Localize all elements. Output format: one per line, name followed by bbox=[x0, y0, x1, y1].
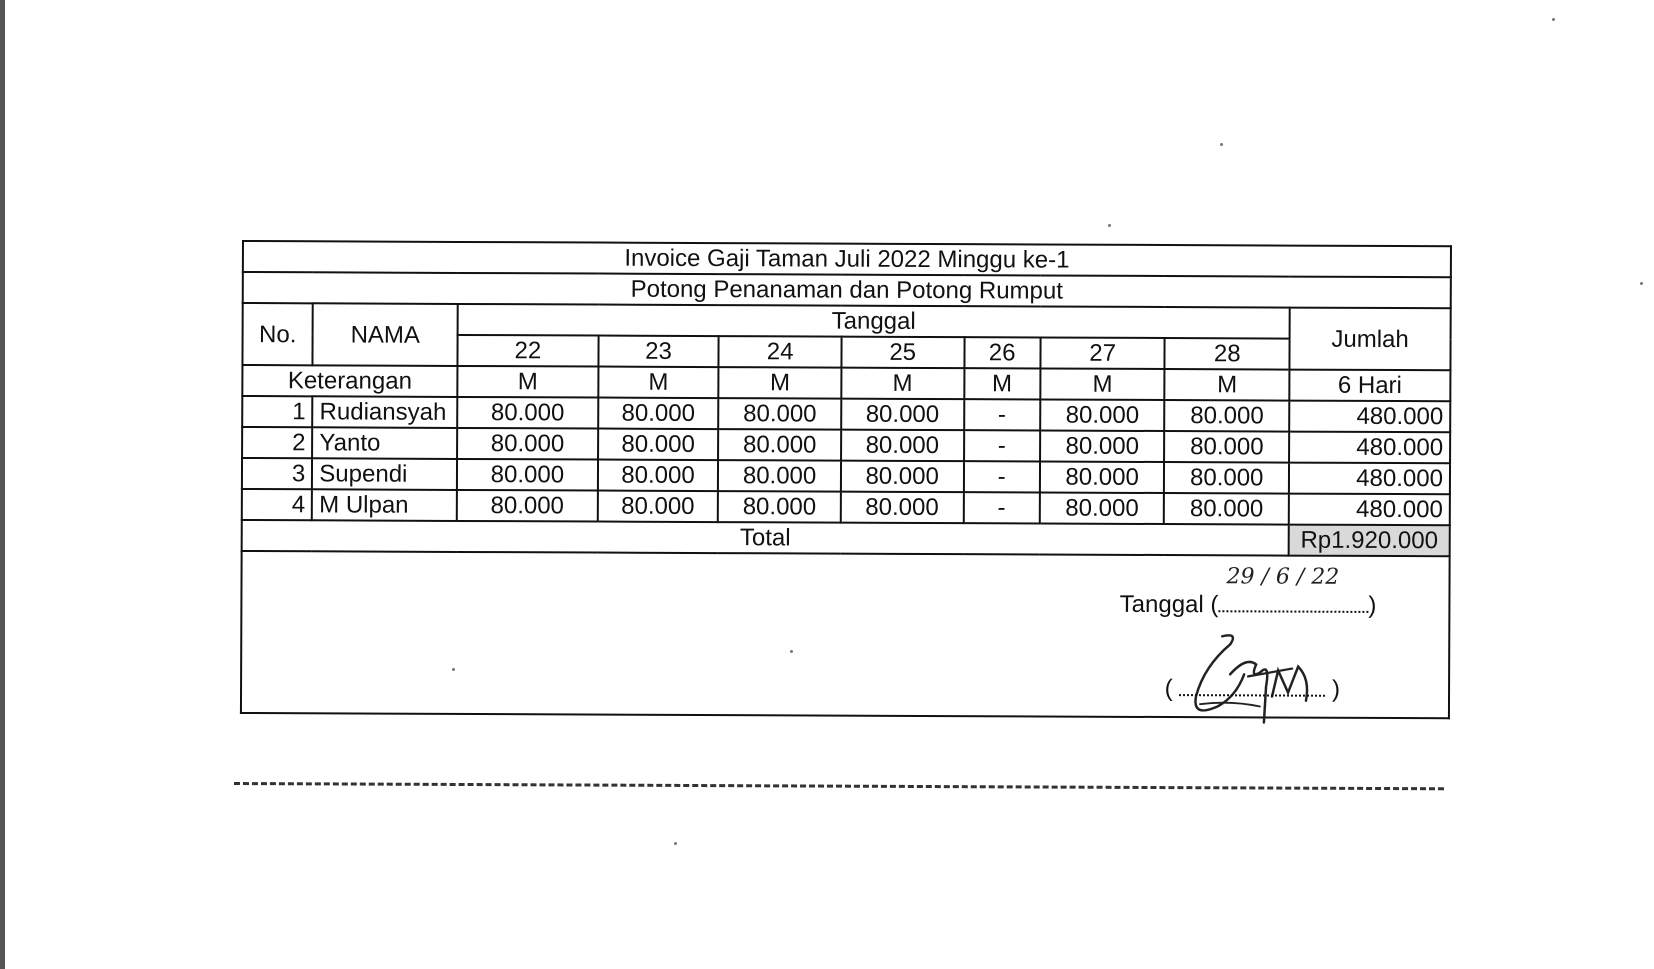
row-total: 480.000 bbox=[1289, 401, 1450, 433]
scan-speck bbox=[1108, 224, 1111, 227]
day-code: M bbox=[598, 367, 719, 399]
daily-wage: - bbox=[964, 399, 1040, 430]
scan-speck bbox=[1220, 143, 1223, 146]
cut-line bbox=[234, 782, 1444, 790]
invoice-document bbox=[240, 240, 1452, 719]
daily-wage: 80.000 bbox=[598, 398, 719, 430]
day-code: M bbox=[1165, 369, 1290, 401]
daily-wage: 80.000 bbox=[841, 492, 964, 524]
daily-wage: 80.000 bbox=[1040, 461, 1165, 493]
invoice-title: Invoice Gaji Taman Juli 2022 Minggu ke-1 bbox=[243, 241, 1451, 277]
daily-wage: 80.000 bbox=[1164, 462, 1289, 494]
worker-name: Supendi bbox=[312, 458, 457, 490]
column-header-tanggal: Tanggal bbox=[458, 304, 1290, 339]
daily-wage: 80.000 bbox=[718, 429, 841, 461]
signature-dots bbox=[1179, 674, 1325, 697]
column-header-jumlah: Jumlah bbox=[1290, 308, 1451, 371]
date-close-paren: ) bbox=[1368, 591, 1377, 619]
date-header: 28 bbox=[1165, 338, 1290, 370]
signature-area bbox=[240, 552, 1451, 719]
row-total: 480.000 bbox=[1289, 463, 1450, 495]
date-header: 24 bbox=[719, 336, 842, 368]
scan-edge bbox=[0, 0, 5, 969]
daily-wage: 80.000 bbox=[457, 428, 598, 460]
date-header: 27 bbox=[1040, 337, 1165, 369]
daily-wage: 80.000 bbox=[1164, 493, 1289, 525]
worker-name: M Ulpan bbox=[312, 489, 457, 521]
daily-wage: 80.000 bbox=[718, 460, 841, 492]
date-header: 22 bbox=[457, 335, 598, 367]
daily-wage: - bbox=[963, 461, 1039, 492]
daily-wage: 80.000 bbox=[841, 430, 964, 462]
daily-wage: 80.000 bbox=[841, 461, 964, 493]
row-total: 480.000 bbox=[1289, 432, 1450, 464]
sign-close-paren: ) bbox=[1331, 675, 1341, 703]
daily-wage: 80.000 bbox=[457, 459, 598, 491]
worker-name: Yanto bbox=[312, 427, 457, 459]
scan-speck bbox=[674, 842, 677, 845]
grand-total: Rp1.920.000 bbox=[1289, 525, 1450, 557]
daily-wage: 80.000 bbox=[1165, 431, 1290, 463]
daily-wage: 80.000 bbox=[598, 429, 719, 461]
daily-wage: 80.000 bbox=[1040, 492, 1165, 524]
daily-wage: 80.000 bbox=[718, 398, 841, 430]
date-label: Tanggal ( bbox=[1119, 590, 1219, 619]
day-code: M bbox=[964, 368, 1040, 399]
daily-wage: 80.000 bbox=[1040, 399, 1165, 431]
date-header: 23 bbox=[598, 336, 719, 368]
daily-wage: 80.000 bbox=[841, 399, 964, 431]
signature-line bbox=[1165, 674, 1340, 704]
daily-wage: - bbox=[963, 492, 1039, 523]
day-code: M bbox=[1040, 368, 1165, 400]
row-number: 2 bbox=[242, 427, 312, 458]
total-label: Total bbox=[242, 520, 1289, 556]
invoice-table bbox=[241, 240, 1452, 557]
sign-open-paren: ( bbox=[1164, 675, 1173, 703]
scan-speck bbox=[1640, 282, 1643, 285]
daily-wage: - bbox=[964, 430, 1040, 461]
daily-wage: 80.000 bbox=[457, 397, 598, 429]
date-dots bbox=[1218, 564, 1368, 613]
daily-wage: 80.000 bbox=[718, 491, 841, 523]
keterangan-label: Keterangan bbox=[242, 365, 457, 397]
date-header: 25 bbox=[841, 337, 964, 369]
day-code: M bbox=[719, 367, 842, 399]
worker-name: Rudiansyah bbox=[313, 396, 458, 428]
days-total: 6 Hari bbox=[1289, 370, 1450, 402]
row-number: 3 bbox=[242, 458, 312, 489]
date-header: 26 bbox=[964, 337, 1040, 368]
scan-speck bbox=[1552, 18, 1555, 21]
date-line bbox=[1119, 564, 1377, 620]
invoice-subtitle: Potong Penanaman dan Potong Rumput bbox=[243, 272, 1451, 308]
column-header-no: No. bbox=[242, 303, 313, 365]
row-number: 1 bbox=[242, 396, 312, 427]
day-code: M bbox=[457, 366, 598, 398]
column-header-nama: NAMA bbox=[313, 303, 458, 366]
daily-wage: 80.000 bbox=[598, 460, 719, 492]
row-number: 4 bbox=[242, 489, 312, 520]
handwritten-date: 29 / 6 / 22 bbox=[1226, 564, 1340, 590]
daily-wage: 80.000 bbox=[457, 490, 598, 522]
daily-wage: 80.000 bbox=[598, 491, 719, 523]
row-total: 480.000 bbox=[1289, 494, 1450, 526]
daily-wage: 80.000 bbox=[1165, 400, 1290, 432]
daily-wage: 80.000 bbox=[1040, 430, 1165, 462]
day-code: M bbox=[841, 368, 964, 400]
